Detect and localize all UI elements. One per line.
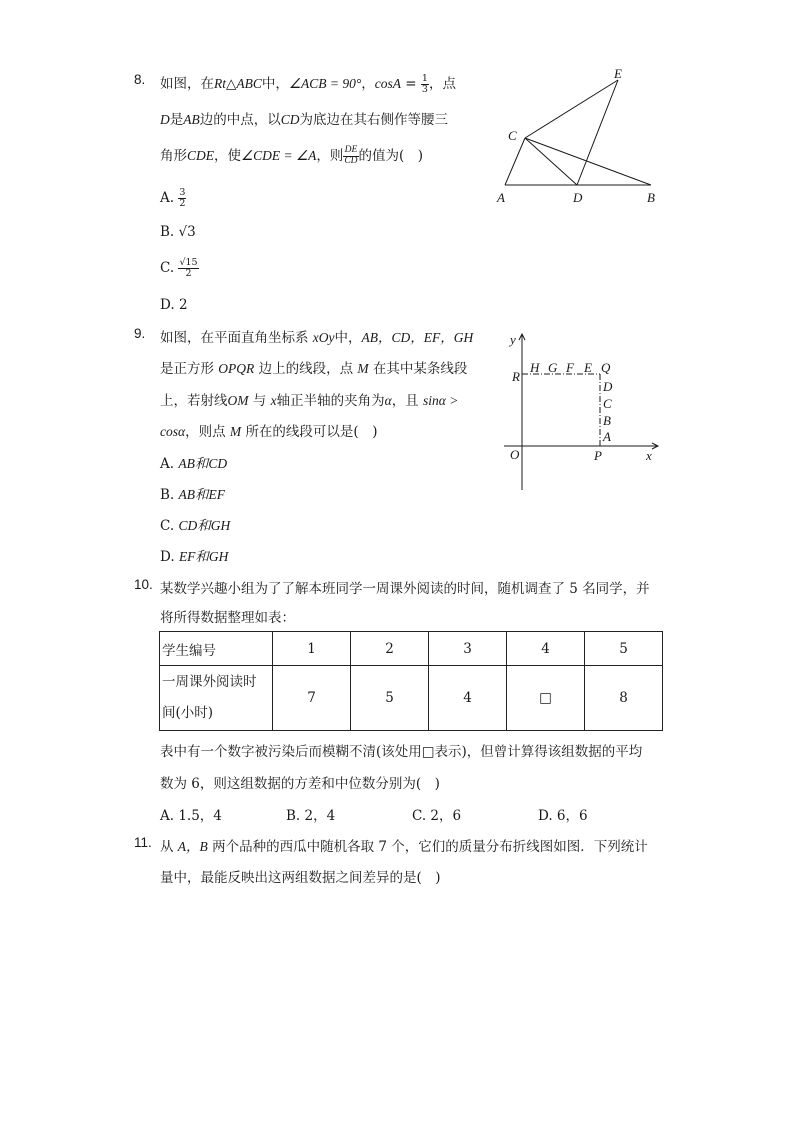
question-text-line: cosα，则点 M 所在的线段可以是( ) <box>160 424 378 440</box>
label-y: y <box>510 332 516 347</box>
option-b[interactable]: B. √3 <box>160 224 196 240</box>
question-number: 10. <box>134 577 153 592</box>
label-f: F <box>566 360 574 375</box>
label-x: x <box>646 448 652 463</box>
table-cell: 一周课外阅读时 间(小时) <box>160 666 273 731</box>
option-c[interactable]: C. $\frac{√15}{2}$ <box>160 257 198 279</box>
table-cell: 3 <box>429 632 507 666</box>
label-h: H <box>530 360 540 375</box>
question-text-line: 如图，在平面直角坐标系 xOy中，AB，CD，EF，GH <box>160 330 474 346</box>
option-d[interactable]: D. 2 <box>160 297 188 313</box>
segment-ac <box>505 138 525 185</box>
label-c: C <box>603 396 612 411</box>
question-text-line: 量中，最能反映出这两组数据之间差异的是( ) <box>160 870 441 886</box>
question-text-line: 是正方形 OPQR 边上的线段，点 M 在其中某条线段 <box>160 361 468 377</box>
label-b: B <box>603 413 611 428</box>
label-d: D <box>573 190 583 205</box>
question-text-line: 角形CDE，使∠CDE = ∠A，则 $\frac{DE}{CD}$ 的值为( ) <box>160 145 424 166</box>
table-cell: 7 <box>273 666 351 731</box>
table-cell: 5 <box>585 632 663 666</box>
option-c[interactable]: C. 2，6 <box>412 808 462 824</box>
label-a: A <box>603 429 611 444</box>
question-text-line: 上，若射线OM 与 x轴正半轴的夹角为α，且 sinα > <box>160 393 459 409</box>
question-text-line: 某数学兴趣小组为了了解本班同学一周课外阅读的时间，随机调查了 5 名同学，并 <box>160 581 650 597</box>
label-e: E <box>584 360 592 375</box>
table-cell: 4 <box>507 632 585 666</box>
segment-de <box>577 80 618 185</box>
question-number: 11. <box>134 835 152 850</box>
segment-cb <box>525 138 651 185</box>
option-a[interactable]: A. $\frac{3}{2}$ <box>160 187 186 209</box>
fraction: $\frac{DE}{CD}$ <box>344 145 358 166</box>
option-d[interactable]: D. 6，6 <box>538 808 588 824</box>
table-cell: 5 <box>351 666 429 731</box>
option-d[interactable]: D. EF和GH <box>160 549 229 565</box>
table-cell: □ <box>507 666 585 731</box>
data-table <box>159 631 663 731</box>
question-text-line: 如图，在Rt△ABC中，∠ACB = 90°，cosA = $\frac{1}{3}$ ，点 <box>160 73 456 95</box>
label-q: Q <box>601 360 611 375</box>
segment-cd <box>525 138 577 185</box>
question-text-line: 从 A，B 两个品种的西瓜中随机各取 7 个，它们的质量分布折线图如图．下列统计 <box>160 839 648 855</box>
table-cell: 2 <box>351 632 429 666</box>
label-o: O <box>510 447 520 462</box>
label-p: P <box>594 448 602 463</box>
triangle-figure <box>488 62 668 212</box>
table-cell: 8 <box>585 666 663 731</box>
fraction: $\frac{1}{3}$ <box>421 73 428 95</box>
question-number: 8. <box>134 72 146 87</box>
coordinate-figure <box>500 330 670 492</box>
option-b[interactable]: B. 2，4 <box>286 808 336 824</box>
label-d: D <box>603 379 613 394</box>
segment-ce <box>525 80 618 138</box>
option-c[interactable]: C. CD和GH <box>160 518 231 534</box>
label-e: E <box>614 66 622 81</box>
option-a[interactable]: A. AB和CD <box>160 456 228 472</box>
label-r: R <box>512 369 520 384</box>
option-a[interactable]: A. 1.5，4 <box>160 808 222 824</box>
question-text-line: 表中有一个数字被污染后而模糊不清(该处用□表示)，但曾计算得该组数据的平均 <box>160 744 643 760</box>
table-cell: 4 <box>429 666 507 731</box>
label-a: A <box>497 190 505 205</box>
question-text-line: 将所得数据整理如表： <box>160 610 295 626</box>
question-text-line: 数为 6，则这组数据的方差和中位数分别为( ) <box>160 776 440 792</box>
option-b[interactable]: B. AB和EF <box>160 487 226 503</box>
question-number: 9. <box>134 326 146 341</box>
table-row <box>160 666 663 731</box>
label-g: G <box>548 360 558 375</box>
question-text-line: D是AB边的中点，以CD为底边在其右侧作等腰三 <box>160 112 449 128</box>
table-row <box>160 632 663 666</box>
table-cell: 1 <box>273 632 351 666</box>
table-cell: 学生编号 <box>160 632 273 666</box>
label-c: C <box>508 128 517 143</box>
label-b: B <box>647 190 655 205</box>
